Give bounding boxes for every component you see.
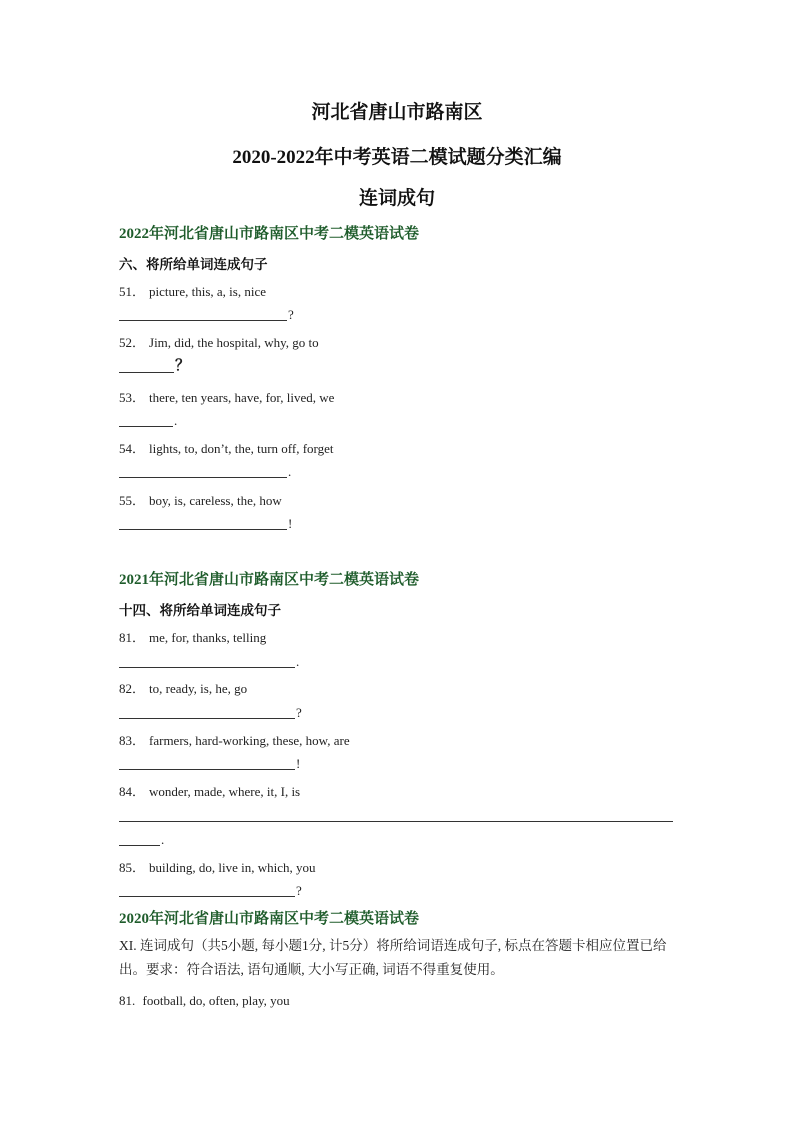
question-53 — [119, 387, 334, 406]
end-punctuation: ? — [288, 307, 294, 322]
end-punctuation: . — [161, 832, 165, 847]
document-title-region: 河北省唐山市路南区 — [311, 102, 483, 123]
question-2020-81 — [119, 993, 290, 1009]
question-81 — [119, 627, 266, 646]
answer-blank[interactable] — [119, 358, 174, 373]
question-number: 53． — [119, 390, 146, 405]
question-words: lights, to, don’t, the, turn off, forget — [149, 441, 334, 456]
section-instructions-2020: XI. 连词成句（共5小题, 每小题1分, 计5分）将所给词语连成句子, 标点在答题卡相应位置已给出。要求：符合语法, 语句通顺, 大小写正确, 词语不得重复使用。 — [119, 938, 667, 977]
answer-blank[interactable] — [119, 807, 673, 822]
answer-line-85 — [119, 881, 302, 897]
question-words: Jim, did, the hospital, why, go to — [149, 335, 319, 350]
question-52 — [119, 332, 319, 351]
end-punctuation: ! — [288, 516, 293, 531]
end-punctuation: . — [288, 464, 292, 479]
answer-blank[interactable] — [119, 755, 295, 770]
question-words: building, do, live in, which, you — [149, 860, 316, 875]
answer-line-82 — [119, 703, 302, 719]
end-punctuation: . — [296, 654, 300, 669]
answer-blank[interactable] — [119, 412, 173, 427]
question-words: wonder, made, where, it, I, is — [149, 784, 301, 799]
answer-blank[interactable] — [119, 882, 295, 897]
question-number: 82． — [119, 681, 146, 696]
question-number: 81． — [119, 630, 146, 645]
answer-line-81 — [119, 652, 299, 668]
answer-line-54 — [119, 462, 291, 478]
question-words: to, ready, is, he, go — [149, 681, 248, 696]
end-punctuation: ? — [296, 705, 302, 720]
answer-blank[interactable] — [119, 515, 287, 530]
question-55 — [119, 490, 282, 509]
question-number: 85． — [119, 860, 146, 875]
question-number: 81. — [119, 993, 139, 1008]
part-heading-2021: 十四、将所给单词连成句子 — [119, 603, 281, 618]
answer-line-55 — [119, 514, 292, 530]
answer-line-83 — [119, 754, 300, 770]
end-punctuation: ! — [296, 756, 301, 771]
end-punctuation: ? — [296, 883, 302, 898]
answer-blank[interactable] — [119, 831, 160, 846]
question-54 — [119, 438, 334, 457]
question-words: farmers, hard-working, these, how, are — [149, 733, 350, 748]
question-82 — [119, 678, 247, 697]
question-number: 83． — [119, 733, 146, 748]
question-words: boy, is, careless, the, how — [149, 493, 282, 508]
question-words: picture, this, a, is, nice — [149, 284, 266, 299]
question-number: 52． — [119, 335, 146, 350]
question-51 — [119, 281, 266, 300]
question-84 — [119, 781, 300, 800]
question-number: 55． — [119, 493, 146, 508]
answer-line-52 — [119, 357, 190, 373]
document-title-exam: 2020-2022年中考英语二模试题分类汇编 — [232, 147, 562, 168]
answer-line-53 — [119, 411, 177, 427]
answer-line-84b — [119, 830, 164, 846]
end-punctuation: ？ — [175, 358, 191, 374]
question-number: 84． — [119, 784, 146, 799]
document-title-topic: 连词成句 — [358, 188, 435, 209]
answer-line-51 — [119, 305, 294, 321]
answer-blank[interactable] — [119, 306, 287, 321]
answer-blank[interactable] — [119, 653, 295, 668]
question-number: 54． — [119, 441, 146, 456]
end-punctuation: . — [174, 413, 178, 428]
question-words: there, ten years, have, for, lived, we — [149, 390, 335, 405]
answer-blank[interactable] — [119, 463, 287, 478]
section-title-2022: 2022年河北省唐山市路南区中考二模英语试卷 — [119, 226, 420, 242]
part-heading-2022: 六、将所给单词连成句子 — [119, 257, 268, 272]
question-words: me, for, thanks, telling — [149, 630, 267, 645]
question-number: 51． — [119, 284, 146, 299]
answer-blank[interactable] — [119, 704, 295, 719]
section-title-2020: 2020年河北省唐山市路南区中考二模英语试卷 — [119, 911, 420, 927]
answer-line-84a — [119, 806, 673, 822]
section-title-2021: 2021年河北省唐山市路南区中考二模英语试卷 — [119, 572, 420, 588]
question-words: football, do, often, play, you — [142, 993, 290, 1008]
question-83 — [119, 730, 350, 749]
question-85 — [119, 857, 315, 876]
